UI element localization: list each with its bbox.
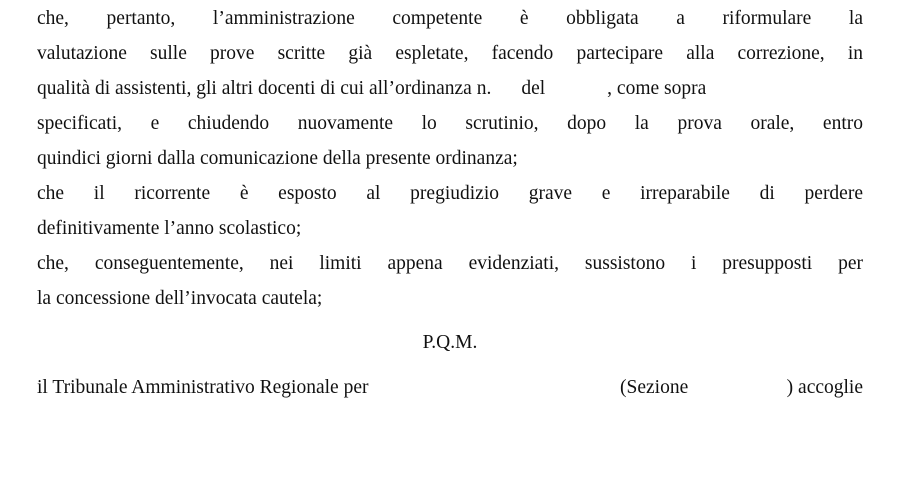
text-line-6: che il ricorrente è esposto al pregiudizio grave e irreparabile di perdere — [37, 183, 863, 204]
closing-line — [37, 371, 863, 405]
text-line-4: specificati, e chiudendo nuovamente lo scrutinio, dopo la prova orale, entro — [37, 113, 863, 134]
text-line-3 — [37, 72, 863, 106]
text-line-1: che, pertanto, l’amministrazione competente è obbligata a riformulare la — [37, 8, 863, 29]
section-heading: P.Q.M. — [422, 332, 478, 353]
closing-line-section: (Sezione — [620, 377, 689, 398]
text-line-8: che, conseguentemente, nei limiti appena evidenziati, sussistono i presupposti per — [37, 253, 863, 274]
text-line-2: valutazione sulle prove scritte già espletate, facendo partecipare alla correzione, in — [37, 43, 863, 64]
text-line-3-part-1: qualità di assistenti, gli altri docenti di cui all’ordinanza n. — [37, 78, 492, 99]
redacted-number — [491, 81, 521, 99]
text-line-3-part-2: del — [521, 78, 546, 99]
redacted-section-number — [709, 379, 759, 397]
closing-line-end: ) accoglie — [786, 377, 863, 398]
closing-line-start: il Tribunale Amministrativo Regionale per — [37, 377, 369, 398]
redacted-date — [545, 81, 607, 99]
text-line-9: la concessione dell’invocata cautela; — [37, 288, 323, 309]
redacted-region — [475, 379, 615, 397]
text-line-7: definitivamente l’anno scolastico; — [37, 218, 302, 239]
text-line-5: quindici giorni dalla comunicazione della presente ordinanza; — [37, 148, 518, 169]
text-line-3-part-3: , come sopra — [607, 78, 707, 99]
